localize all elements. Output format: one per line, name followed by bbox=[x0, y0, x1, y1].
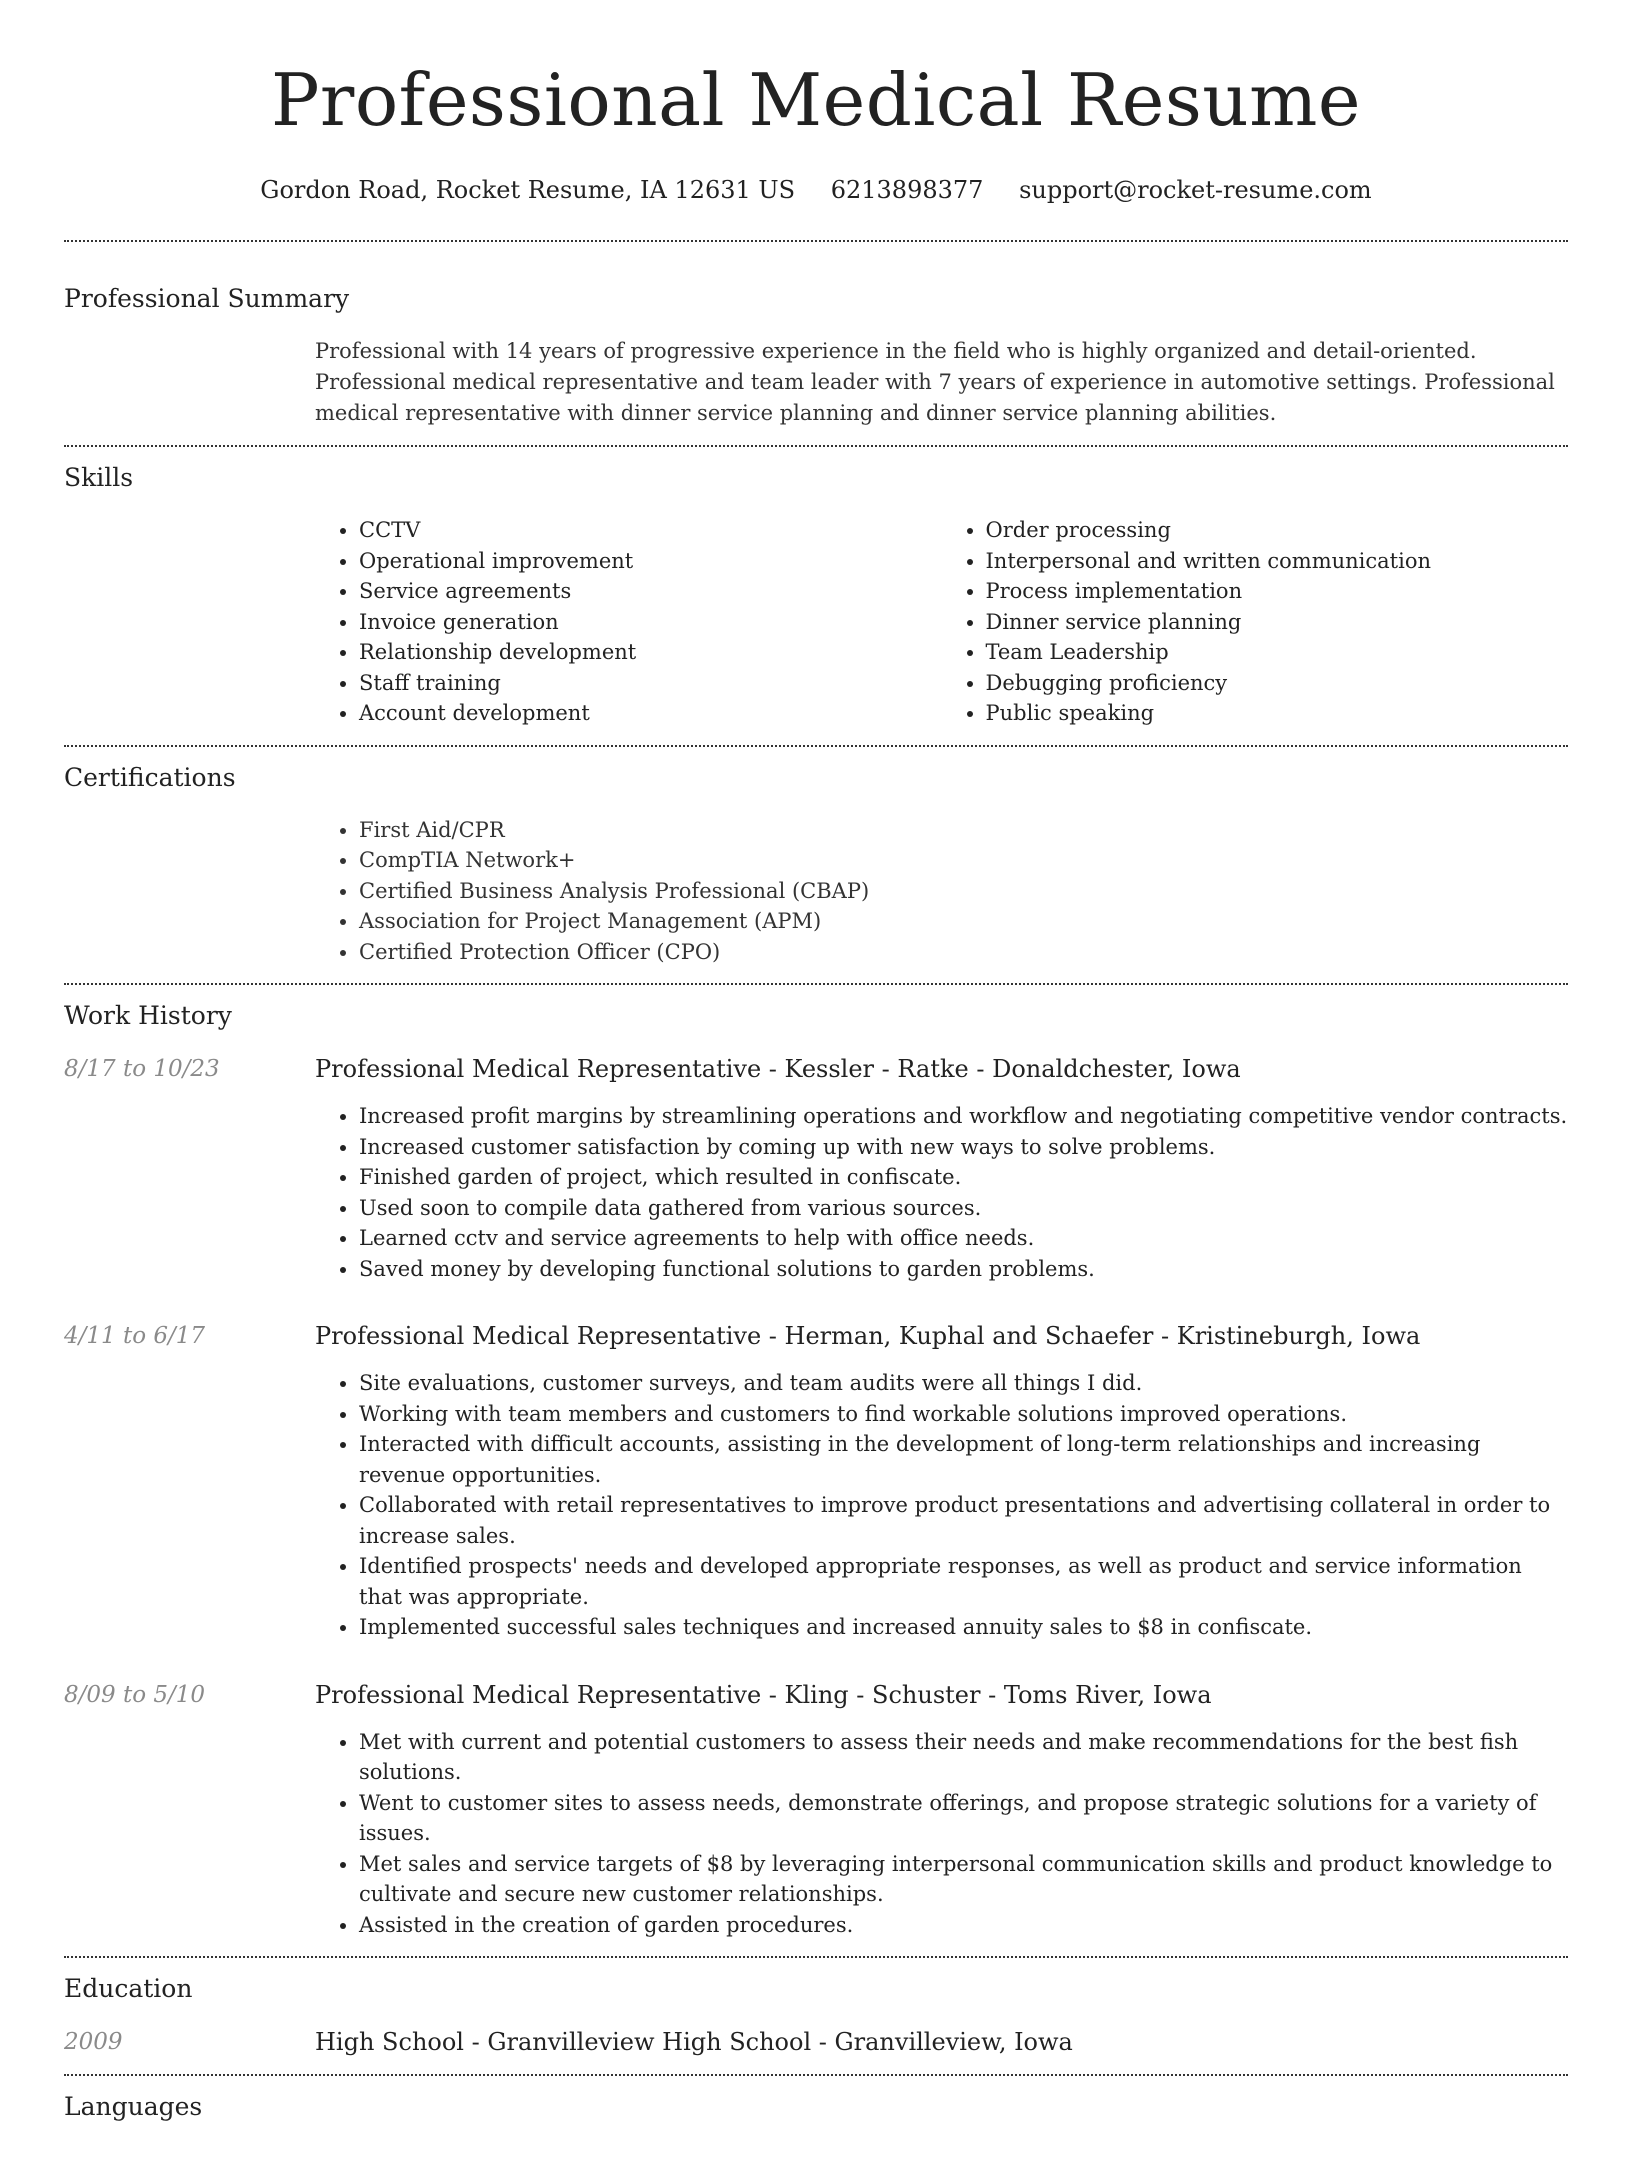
list-item: • Certified Protection Officer (CPO) bbox=[359, 937, 1568, 968]
list-item: • Account development bbox=[359, 698, 942, 729]
list-item: • Order processing bbox=[986, 515, 1569, 546]
job-entry bbox=[64, 1053, 1568, 1284]
job-dates: 4/11 to 6/17 bbox=[64, 1323, 206, 1349]
list-item: • Saved money by developing functional solutions to garden problems. bbox=[359, 1254, 1568, 1285]
list-item: • Service agreements bbox=[359, 576, 942, 607]
job-title: Professional Medical Representative - Herman, Kuphal and Schaefer - Kristineburgh, Iowa bbox=[315, 1322, 1421, 1350]
skills-list-left bbox=[315, 515, 942, 729]
contact-phone: 6213898377 bbox=[830, 176, 984, 204]
list-item: • Operational improvement bbox=[359, 546, 942, 577]
summary-section bbox=[64, 242, 1568, 445]
summary-heading: Professional Summary bbox=[64, 284, 350, 313]
education-school: High School - Granvilleview High School - Granvilleview, Iowa bbox=[315, 2028, 1073, 2056]
resume-page bbox=[64, 0, 1568, 2160]
job-entry bbox=[64, 1679, 1568, 1941]
job-dates: 8/09 to 5/10 bbox=[64, 1681, 206, 1708]
list-item: • Interpersonal and written communication bbox=[986, 546, 1569, 577]
skills-heading: Skills bbox=[64, 463, 134, 492]
work-history-heading: Work History bbox=[64, 1001, 232, 1030]
list-item: • Assisted in the creation of garden procedures. bbox=[359, 1910, 1568, 1941]
list-item: • Met sales and service targets of $8 by leveraging interpersonal communication skills and product knowledge to cultivate and secure new customer relationships. bbox=[359, 1849, 1568, 1910]
education-heading: Education bbox=[64, 1974, 193, 2003]
list-item: • Went to customer sites to assess needs, demonstrate offerings, and propose strategic solutions for a variety of issues. bbox=[359, 1788, 1568, 1849]
list-item: • Debugging proficiency bbox=[986, 668, 1569, 699]
education-year: 2009 bbox=[64, 2029, 123, 2055]
languages-heading: Languages bbox=[64, 2092, 203, 2121]
list-item: • Interacted with difficult accounts, assisting in the development of long-term relationships and increasing revenue opportunities. bbox=[359, 1429, 1568, 1490]
education-entry bbox=[64, 2026, 1568, 2058]
list-item: • CCTV bbox=[359, 515, 942, 546]
certifications-section bbox=[64, 747, 1568, 984]
list-item: • Learned cctv and service agreements to help with office needs. bbox=[359, 1223, 1568, 1254]
resume-title: Professional Medical Resume bbox=[270, 58, 1362, 142]
skills-list-right bbox=[942, 515, 1569, 729]
list-item: • Finished garden of project, which resulted in confiscate. bbox=[359, 1162, 1568, 1193]
list-item: • Process implementation bbox=[986, 576, 1569, 607]
job-dates: 8/17 to 10/23 bbox=[64, 1056, 220, 1082]
work-history-section bbox=[64, 985, 1568, 1956]
education-section bbox=[64, 1958, 1568, 2074]
job-entry bbox=[64, 1320, 1568, 1643]
list-item: • Met with current and potential customers to assess their needs and make recommendations for the best fish solutions. bbox=[359, 1727, 1568, 1788]
list-item: • Increased customer satisfaction by coming up with new ways to solve problems. bbox=[359, 1132, 1568, 1163]
certifications-list bbox=[315, 815, 1568, 968]
languages-section bbox=[64, 2076, 1568, 2160]
list-item: • Implemented successful sales techniques and increased annuity sales to $8 in confiscate. bbox=[359, 1612, 1568, 1643]
list-item: • Working with team members and customers to find workable solutions improved operations. bbox=[359, 1399, 1568, 1430]
list-item: • Dinner service planning bbox=[986, 607, 1569, 638]
contact-address: Gordon Road, Rocket Resume, IA 12631 US bbox=[260, 176, 796, 204]
list-item: • Invoice generation bbox=[359, 607, 942, 638]
list-item: • Collaborated with retail representatives to improve product presentations and advertising collateral in order to increase sales. bbox=[359, 1490, 1568, 1551]
list-item: • Increased profit margins by streamlining operations and workflow and negotiating competitive vendor contracts. bbox=[359, 1101, 1568, 1132]
job-title: Professional Medical Representative - Kling - Schuster - Toms River, Iowa bbox=[315, 1680, 1212, 1709]
contact-email: support@rocket-resume.com bbox=[1019, 176, 1372, 204]
list-item: • First Aid/CPR bbox=[359, 815, 1568, 846]
job-bullets bbox=[315, 1727, 1568, 1941]
list-item: • Site evaluations, customer surveys, and team audits were all things I did. bbox=[359, 1368, 1568, 1399]
certifications-heading: Certifications bbox=[64, 762, 236, 792]
job-title: Professional Medical Representative - Kessler - Ratke - Donaldchester, Iowa bbox=[315, 1055, 1241, 1083]
job-bullets bbox=[315, 1368, 1568, 1643]
list-item: • Certified Business Analysis Professional (CBAP) bbox=[359, 876, 1568, 907]
list-item: • Relationship development bbox=[359, 637, 942, 668]
list-item: • Association for Project Management (APM) bbox=[359, 906, 1568, 937]
summary-text: Professional with 14 years of progressive experience in the field who is highly organized and detail-oriented. Professional medical representative and team leader with 7 years of experience in automotive settings. Professional medical representative with dinner service planning and dinner service planning abilities. bbox=[315, 339, 1555, 425]
job-bullets bbox=[315, 1101, 1568, 1284]
list-item: • CompTIA Network+ bbox=[359, 845, 1568, 876]
list-item: • Staff training bbox=[359, 668, 942, 699]
skills-section bbox=[64, 447, 1568, 745]
list-item: • Public speaking bbox=[986, 698, 1569, 729]
list-item: • Used soon to compile data gathered from various sources. bbox=[359, 1193, 1568, 1224]
list-item: • Team Leadership bbox=[986, 637, 1569, 668]
list-item: • Identified prospects' needs and developed appropriate responses, as well as product and service information that was appropriate. bbox=[359, 1551, 1568, 1612]
contact-line bbox=[64, 174, 1568, 206]
